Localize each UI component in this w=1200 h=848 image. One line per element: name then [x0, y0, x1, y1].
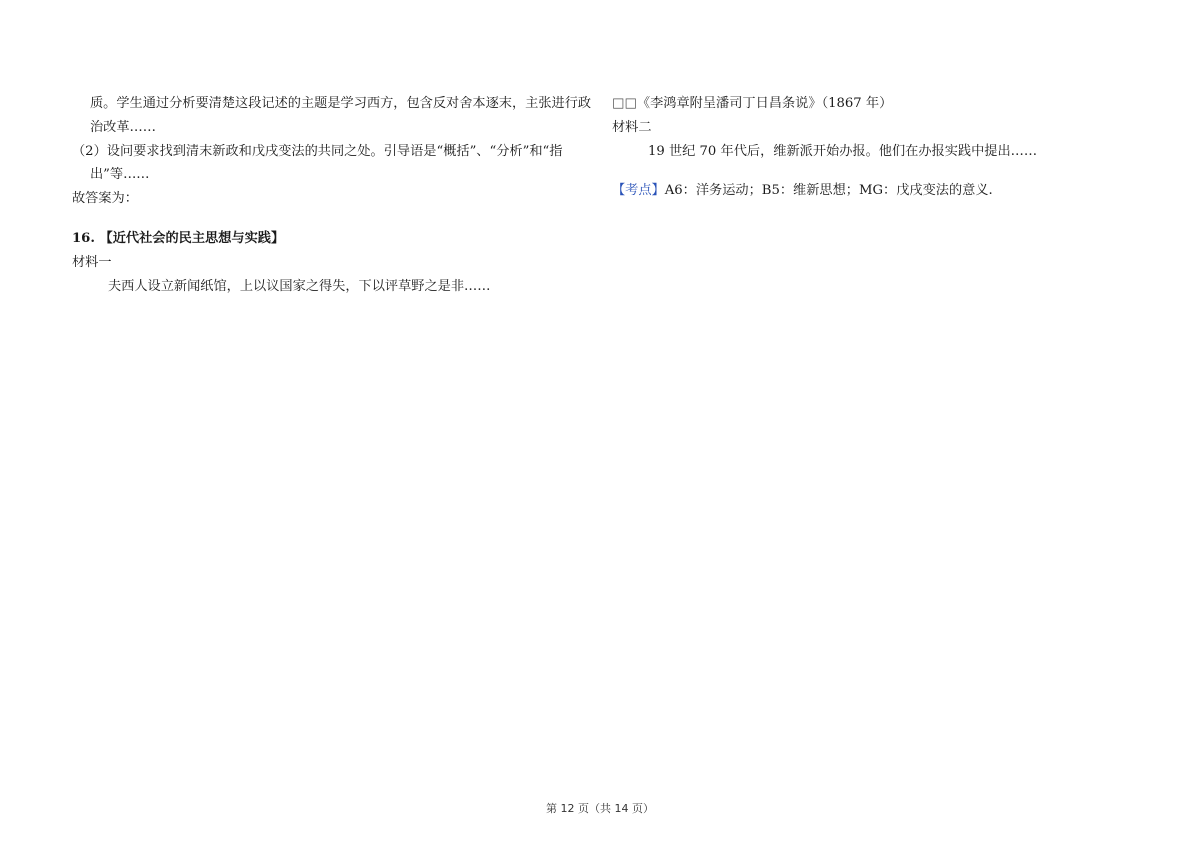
kaodian-text: A6：洋务运动；B5：维新思想；MG：戊戌变法的意义.	[664, 183, 993, 199]
material-1-text: 夫西人设立新闻纸馆，上以议国家之得失，下以评草野之是非……	[108, 278, 491, 294]
right-column	[612, 92, 1132, 203]
material-1-source-text: 《李鸿章附呈潘司丁日昌条说》（1867 年）	[636, 96, 893, 111]
kaodian-tag: 【考点】	[612, 183, 665, 199]
analysis-paragraph-2: （2）设问要求找到清末新政和戊戌变法的共同之处。引导语是“概括”、“分析”和“指出”等……	[72, 143, 563, 183]
material-1-source	[612, 92, 1132, 116]
analysis-paragraph-1: 质。学生通过分析要清楚这段记述的主题是学习西方，包含反对舍本逐末，主张进行政治改革……	[90, 96, 592, 135]
material-2-label: 材料二	[612, 119, 652, 135]
material-1-label: 材料一	[72, 254, 112, 270]
material-2-text: 19 世纪 70 年代后，维新派开始办报。他们在办报实践中提出……	[648, 143, 1038, 159]
spacer	[72, 211, 604, 227]
question-16-title: 16. 【近代社会的民主思想与实践】	[72, 230, 285, 246]
missing-glyph-icon: □□	[612, 96, 637, 111]
spacer	[612, 163, 1132, 179]
page-footer: 第 12 页（共 14 页）	[546, 802, 654, 815]
left-column	[72, 92, 604, 298]
kaodian-line	[612, 179, 1132, 203]
answer-intro: 故答案为：	[72, 191, 138, 207]
